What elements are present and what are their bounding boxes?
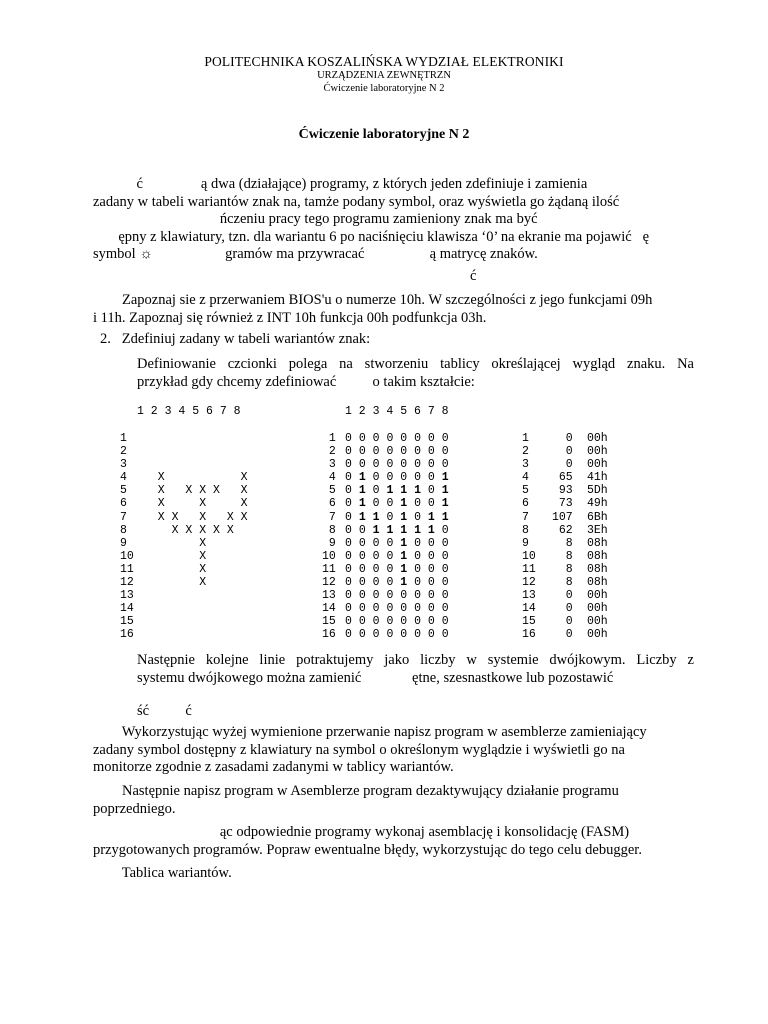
- bits-row: 0 0 0 0 1 0 0 0: [345, 536, 449, 550]
- glyph-dec-values: [552, 432, 573, 642]
- shape-row: X X X X X: [144, 484, 248, 498]
- dec-row-number: 14: [522, 602, 536, 616]
- bits-row-number: 9: [322, 536, 336, 550]
- glyph-shape: [144, 432, 248, 642]
- hex-value: 00h: [587, 432, 608, 445]
- bits-row: 0 0 0 0 0 0 0 0: [345, 602, 449, 616]
- hex-value: 08h: [587, 562, 608, 576]
- dec-value: 0: [552, 445, 573, 459]
- shape-row-number: 1: [120, 432, 127, 445]
- section-heading-char: ć: [470, 268, 477, 284]
- after-table-paragraph: [137, 652, 694, 687]
- hex-value: 00h: [587, 458, 608, 472]
- bits-column-header: 1 2 3 4 5 6 7 8: [345, 405, 449, 418]
- shape-row: [144, 628, 248, 641]
- bits-row-number: 15: [322, 615, 336, 629]
- bits-row-number: 8: [322, 523, 336, 537]
- dec-value: 8: [552, 576, 573, 590]
- step3-line: zadany symbol dostępny z klawiatury na symbol o określonym wyglądzie i wyświetli go na: [93, 741, 625, 758]
- bits-row: 0 0 0 0 0 0 0 0: [345, 458, 449, 472]
- shape-row-number: 11: [120, 562, 134, 576]
- glyph-hex-values: [587, 432, 608, 642]
- header-institution: POLITECHNIKA KOSZALIŃSKA WYDZIAŁ ELEKTRONIKI: [204, 54, 564, 69]
- bits-row: 0 1 0 0 1 0 0 1: [345, 497, 449, 511]
- hex-value: 6Bh: [587, 510, 608, 524]
- bits-row: 0 0 1 1 1 1 1 0: [345, 523, 449, 537]
- dec-row-number: 3: [522, 458, 529, 472]
- shape-row: X: [144, 536, 248, 550]
- intro-line: ępny z klawiatury, tzn. dla wariantu 6 po naciśnięciu klawisza ‘0’ na ekranie ma pojawić ę: [93, 228, 650, 245]
- dec-value: 0: [552, 615, 573, 629]
- shape-row-number: 6: [120, 497, 127, 511]
- bits-row: 0 1 0 0 0 0 0 1: [345, 471, 449, 485]
- after-table-line: systemu dwójkowego można zamienić ętne, szesnastkowe lub pozostawić: [137, 669, 614, 686]
- bits-row: 0 1 0 1 1 1 0 1: [345, 484, 449, 498]
- step6-line: Tablica wariantów.: [93, 865, 232, 881]
- intro-paragraph: [93, 176, 696, 264]
- dec-row-number: 9: [522, 536, 529, 550]
- dec-value: 0: [552, 458, 573, 472]
- bits-row-number: 16: [322, 628, 336, 642]
- dec-row-number: 4: [522, 471, 529, 485]
- glyph-row-numbers: [120, 432, 134, 642]
- step5-line: ąc odpowiednie programy wykonaj asemblację i konsolidację (FASM): [93, 824, 630, 840]
- shape-row: [144, 602, 248, 615]
- bits-row-number: 1: [322, 432, 336, 445]
- step1-line: Zapoznaj sie z przerwaniem BIOS'u o numerze 10h. W szczególności z jego funkcjami 09h: [93, 292, 653, 308]
- bits-row-number: 12: [322, 576, 336, 590]
- dec-value: 0: [552, 432, 573, 445]
- shape-row-number: 13: [120, 589, 134, 603]
- shape-row: X: [144, 562, 248, 576]
- intro-line: zadany w tabeli wariantów znak na, tamże podany symbol, oraz wyświetla go żądaną ilość: [93, 193, 620, 210]
- intro-line: ć ą dwa (działające) programy, z których jeden zdefiniuje i zamienia: [93, 176, 588, 192]
- shape-row-number: 7: [120, 510, 127, 524]
- dec-value: 73: [552, 497, 573, 511]
- shape-row-number: 5: [120, 484, 127, 498]
- shape-row: [144, 589, 248, 602]
- dec-row-number: 6: [522, 497, 529, 511]
- shape-row-number: 2: [120, 445, 127, 459]
- dec-row-number: 12: [522, 576, 536, 590]
- dec-value: 107: [552, 510, 573, 524]
- hex-value: 41h: [587, 471, 608, 485]
- header-course: URZĄDZENIA ZEWNĘTRZN: [317, 70, 451, 81]
- intro-line: ńczeniu pracy tego programu zamieniony znak ma być: [93, 211, 538, 228]
- dec-value: 65: [552, 471, 573, 485]
- shape-row: X: [144, 576, 248, 590]
- shape-row: X X: [144, 471, 248, 485]
- dec-row-number: 2: [522, 445, 529, 459]
- dec-value: 93: [552, 484, 573, 498]
- shape-row-number: 16: [120, 628, 134, 642]
- bits-row-number: 2: [322, 445, 336, 459]
- hex-value: 08h: [587, 536, 608, 550]
- glyph-bit-row-numbers: [322, 432, 336, 642]
- bits-row-number: 14: [322, 602, 336, 616]
- shape-row-number: 9: [120, 536, 127, 550]
- bits-row-number: 6: [322, 497, 336, 511]
- step6-paragraph: [93, 865, 232, 883]
- bits-row-number: 10: [322, 549, 336, 563]
- shape-row: X X X X X: [144, 510, 248, 524]
- bits-row: 0 0 0 0 1 0 0 0: [345, 562, 449, 576]
- intro-line: symbol ☼ gramów ma przywracać ą matrycę znaków.: [93, 246, 538, 263]
- step4-paragraph: [93, 783, 696, 818]
- dec-row-number: 16: [522, 628, 536, 642]
- hex-value: 49h: [587, 497, 608, 511]
- shape-row-number: 15: [120, 615, 134, 629]
- bits-row-number: 4: [322, 471, 336, 485]
- dec-value: 0: [552, 628, 573, 642]
- subsection-heading-chars: [137, 703, 192, 721]
- shape-row: [144, 458, 248, 471]
- dec-row-number: 11: [522, 562, 536, 576]
- bits-row-number: 3: [322, 458, 336, 472]
- shape-row: [144, 432, 248, 445]
- shape-row: [144, 615, 248, 628]
- step3-paragraph: [93, 724, 696, 777]
- shape-row-number: 3: [120, 458, 127, 472]
- bits-row: 0 0 0 0 0 0 0 0: [345, 432, 449, 445]
- bits-row: 0 0 0 0 0 0 0 0: [345, 445, 449, 459]
- shape-column-header: 1 2 3 4 5 6 7 8: [137, 405, 241, 418]
- shape-row: [144, 445, 248, 458]
- step2-paragraph: [137, 356, 694, 391]
- dec-value: 0: [552, 602, 573, 616]
- dec-row-number: 1: [522, 432, 529, 445]
- bits-row-number: 5: [322, 484, 336, 498]
- step2-heading: [100, 331, 370, 349]
- step1-paragraph: [93, 292, 696, 327]
- bits-row-number: 7: [322, 510, 336, 524]
- header-exercise: Ćwiczenie laboratoryjne N 2: [323, 83, 445, 94]
- bits-row: 0 1 1 0 1 0 1 1: [345, 510, 449, 524]
- hex-value: 00h: [587, 589, 608, 603]
- glyph-dec-row-numbers: [522, 432, 536, 642]
- dec-value: 8: [552, 536, 573, 550]
- bits-row: 0 0 0 0 0 0 0 0: [345, 589, 449, 603]
- step1-line: i 11h. Zapoznaj się również z INT 10h funkcja 00h podfunkcja 03h.: [93, 309, 487, 326]
- page-title: Ćwiczenie laboratoryjne N 2: [298, 127, 470, 142]
- step4-line: Następnie napisz program w Asemblerze program dezaktywujący działanie programu: [93, 783, 619, 799]
- bits-row: 0 0 0 0 1 0 0 0: [345, 549, 449, 563]
- hex-value: 08h: [587, 576, 608, 590]
- after-table-line: Następnie kolejne linie potraktujemy jako liczby w systemie dwójkowym. Liczby z: [137, 652, 694, 668]
- hex-value: 00h: [587, 615, 608, 629]
- hex-value: 00h: [587, 602, 608, 616]
- shape-row-number: 10: [120, 549, 134, 563]
- shape-row-number: 14: [120, 602, 134, 616]
- shape-row-number: 8: [120, 523, 127, 537]
- step3-line: Wykorzystując wyżej wymienione przerwanie napisz program w asemblerze zamieniający: [93, 724, 647, 740]
- bits-row-number: 11: [322, 562, 336, 576]
- dec-row-number: 13: [522, 589, 536, 603]
- hex-value: 00h: [587, 628, 608, 642]
- subsection-line: ść ć: [137, 703, 192, 719]
- hex-value: 00h: [587, 445, 608, 459]
- step5-paragraph: [93, 824, 696, 859]
- step2-line: Definiowanie czcionki polega na stworzeniu tablicy określającej wygląd znaku. Na: [137, 356, 694, 372]
- step2-line: 2. Zdefiniuj zadany w tabeli wariantów znak:: [100, 331, 371, 347]
- step4-line: poprzedniego.: [93, 800, 176, 817]
- dec-value: 0: [552, 589, 573, 603]
- shape-row: X X X: [144, 497, 248, 511]
- step2-line: przykład gdy chcemy zdefiniować o takim kształcie:: [137, 373, 475, 390]
- shape-row: X X X X X: [144, 523, 248, 537]
- step3-line: monitorze zgodnie z zasadami zadanymi w tablicy wariantów.: [93, 759, 454, 776]
- dec-row-number: 7: [522, 510, 529, 524]
- hex-value: 08h: [587, 549, 608, 563]
- hex-value: 3Eh: [587, 523, 608, 537]
- dec-value: 62: [552, 523, 573, 537]
- hex-value: 5Dh: [587, 484, 608, 498]
- dec-row-number: 15: [522, 615, 536, 629]
- dec-value: 8: [552, 549, 573, 563]
- dec-row-number: 10: [522, 549, 536, 563]
- bits-row: 0 0 0 0 1 0 0 0: [345, 576, 449, 590]
- shape-row-number: 4: [120, 471, 127, 485]
- shape-row: X: [144, 549, 248, 563]
- dec-value: 8: [552, 562, 573, 576]
- bits-row-number: 13: [322, 589, 336, 603]
- dec-row-number: 5: [522, 484, 529, 498]
- bits-row: 0 0 0 0 0 0 0 0: [345, 628, 449, 642]
- shape-row-number: 12: [120, 576, 134, 590]
- dec-row-number: 8: [522, 523, 529, 537]
- step5-line: przygotowanych programów. Popraw ewentualne błędy, wykorzystując do tego celu debugger.: [93, 841, 642, 858]
- bits-row: 0 0 0 0 0 0 0 0: [345, 615, 449, 629]
- glyph-bit-matrix: [345, 432, 449, 642]
